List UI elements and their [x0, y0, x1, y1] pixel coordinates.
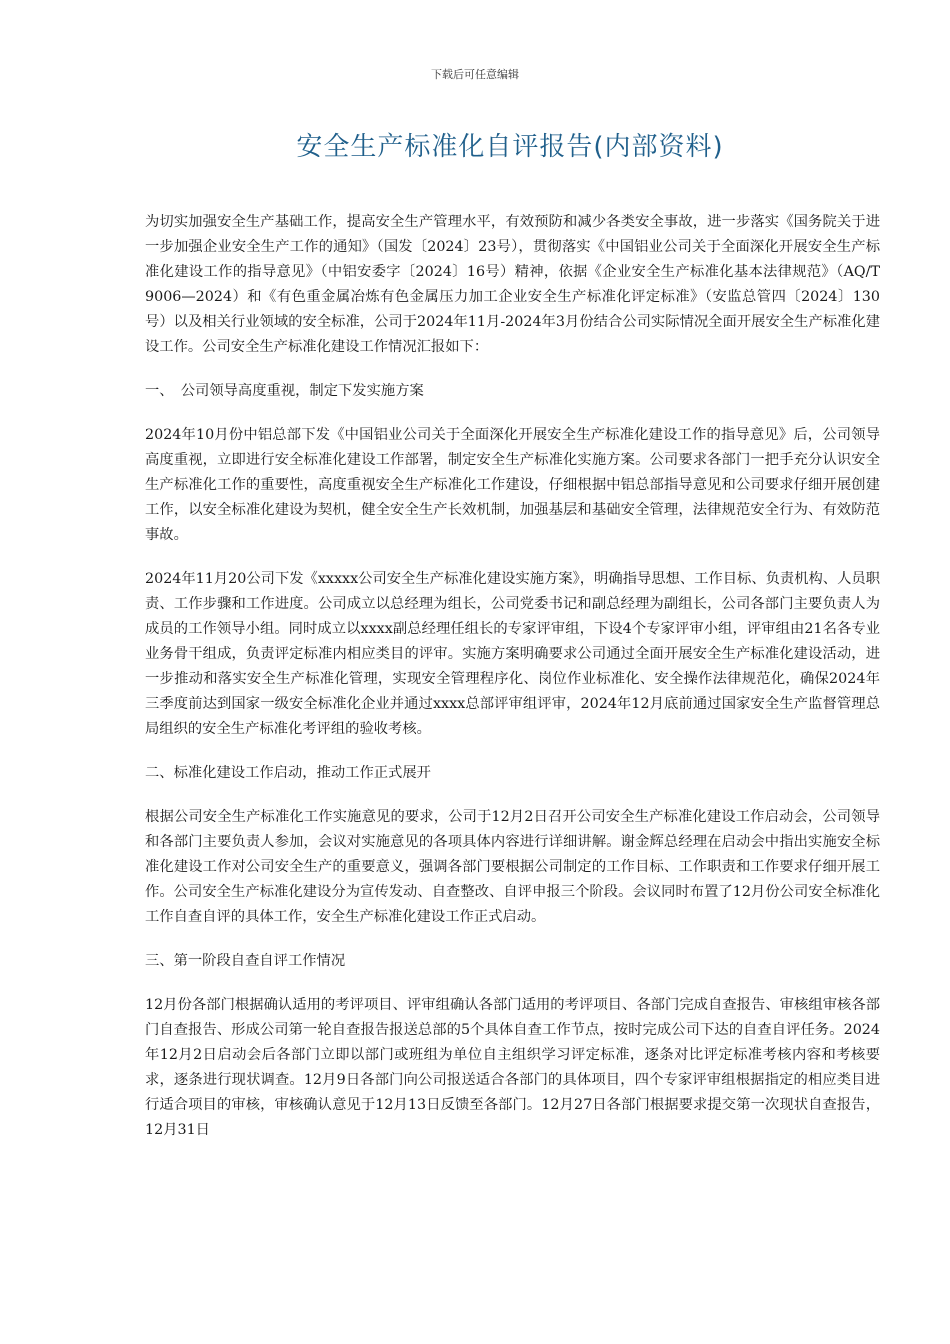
document-body [145, 210, 880, 1162]
section-heading-3: 三、第一阶段自查自评工作情况 [145, 953, 346, 969]
paragraph-intro: 为切实加强安全生产基础工作，提高安全生产管理水平，有效预防和减少各类安全事故，进一步落实《国务院关于进一步加强企业安全生产工作的通知》（国发〔2024〕23号），贯彻落实《中国铝业公司关于全面深化开展安全生产标准化建设工作的指导意见》（中铝安委字〔2024〕16号）精神，依据《企业安全生产标准化基本法律规范》（AQ/T 9006—2024）和《有色重金属冶炼有色金属压力加工企业安全生产标准化评定标准》（安监总管四〔2024〕130号）以及相关行业领域的安全标准，公司于2024年11月-2024年3月份结合公司实际情况全面开展安全生产标准化建设工作。公司安全生产标准化建设工作情况汇报如下： [145, 214, 880, 355]
paragraph: 2024年10月份中铝总部下发《中国铝业公司关于全面深化开展安全生产标准化建设工作的指导意见》后，公司领导高度重视，立即进行安全标准化建设工作部署，制定安全生产标准化实施方案。公司要求各部门一把手充分认识安全生产标准化工作的重要性，高度重视安全生产标准化工作建设，仔细根据中铝总部指导意见和公司要求仔细开展创建工作，以安全标准化建设为契机，健全安全生产长效机制，加强基层和基础安全管理，法律规范安全行为、有效防范事故。 [145, 427, 880, 543]
section-heading-1: 一、 公司领导高度重视，制定下发实施方案 [145, 383, 424, 399]
section-heading-2: 二、标准化建设工作启动，推动工作正式展开 [145, 765, 431, 781]
paragraph: 12月份各部门根据确认适用的考评项目、评审组确认各部门适用的考评项目、各部门完成自查报告、审核组审核各部门自查报告、形成公司第一轮自查报告报送总部的5个具体自查工作节点，按时完成公司下达的自查自评任务。2024年12月2日启动会后各部门立即以部门或班组为单位自主组织学习评定标准，逐条对比评定标准考核内容和考核要求，逐条进行现状调查。12月9日各部门向公司报送适合各部门的具体项目，四个专家评审组根据指定的相应类目进行适合项目的审核，审核确认意见于12月13日反馈至各部门。12月27日各部门根据要求提交第一次现状自查报告，12月31日 [145, 997, 880, 1138]
document-title: 安全生产标准化自评报告(内部资料) [296, 132, 724, 162]
paragraph: 2024年11月20公司下发《xxxxx公司安全生产标准化建设实施方案》，明确指导思想、工作目标、负责机构、人员职责、工作步骤和工作进度。公司成立以总经理为组长，公司党委书记和副总经理为副组长，公司各部门主要负责人为成员的工作领导小组。同时成立以xxxx副总经理任组长的专家评审组，下设4个专家评审小组，评审组由21名各专业业务骨干组成，负责评定标准内相应类目的评审。实施方案明确要求公司通过全面开展安全生产标准化建设活动，进一步推动和落实安全生产标准化管理，实现安全管理程序化、岗位作业标准化、安全操作法律规范化，确保2024年三季度前达到国家一级安全标准化企业并通过xxxx总部评审组评审，2024年12月底前通过国家安全生产监督管理总局组织的安全生产标准化考评组的验收考核。 [145, 571, 880, 737]
header-note: 下载后可任意编辑 [431, 68, 519, 81]
paragraph: 根据公司安全生产标准化工作实施意见的要求，公司于12月2日召开公司安全生产标准化建设工作启动会，公司领导和各部门主要负责人参加，会议对实施意见的各项具体内容进行详细讲解。谢金辉总经理在启动会中指出实施安全标准化建设工作对公司安全生产的重要意义，强调各部门要根据公司制定的工作目标、工作职责和工作要求仔细开展工作。公司安全生产标准化建设分为宣传发动、自查整改、自评申报三个阶段。会议同时布置了12月份公司安全标准化工作自查自评的具体工作，安全生产标准化建设工作正式启动。 [145, 809, 880, 925]
